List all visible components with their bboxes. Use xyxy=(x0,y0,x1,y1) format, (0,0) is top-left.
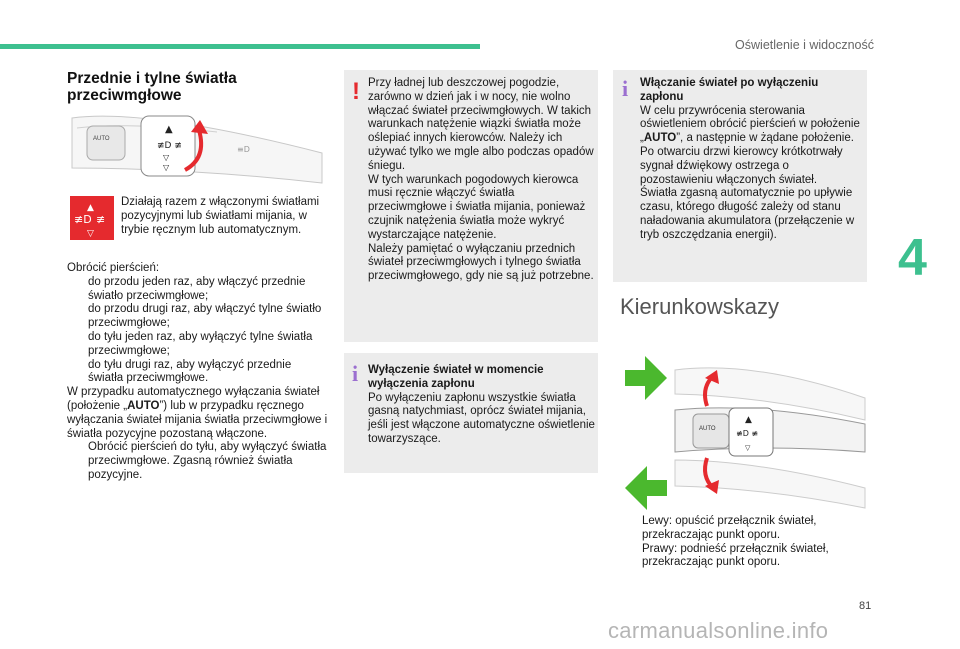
turn-signal-stalk-illustration xyxy=(615,348,868,510)
info-text-lights-after-ignition: Włączanie świateł po wyłączeniu zapłonu W celu przywrócenia sterowania oświetleniem obrócić pierścień w położenie „AUTO”, a następnie w żądane położenie. Po otwarciu drzwi kierowcy krótkotrwały sygnał dźwiękowy ostrzega o pozostawieniu włączonych świateł. Światła zgasną automatycznie po upływie czasu, którego długość zależy od stanu naładowania akumulatora (przełączenie w tryb oszczędzania energii). xyxy=(640,77,860,241)
svg-text:AUTO: AUTO xyxy=(93,136,110,142)
list-item: Prawy: podnieść przełącznik świateł, przekraczając punkt oporu. xyxy=(642,542,829,569)
list-item: Obrócić pierścień do tyłu, aby wyłączyć światła przeciwmgłowe. Zgasną również światła pozycyjne. xyxy=(88,441,327,481)
list-item: Lewy: opuścić przełącznik świateł, przekraczając punkt oporu. xyxy=(642,515,817,541)
chapter-number: 4 xyxy=(898,229,927,287)
fog-light-stalk-illustration xyxy=(67,108,327,188)
rotate-ring-label: Obrócić pierścień: xyxy=(67,262,160,274)
list-item: do tyłu drugi raz, aby wyłączyć przednie światła przeciwmgłowe. xyxy=(88,358,292,385)
header-accent-bar xyxy=(0,44,480,49)
svg-text:AUTO: AUTO xyxy=(699,426,716,432)
svg-text:≢D: ≢D xyxy=(74,213,92,226)
svg-text:≢D ≢: ≢D ≢ xyxy=(157,141,182,151)
section-header: Oświetlenie i widoczność xyxy=(735,38,874,52)
fog-instructions xyxy=(67,262,329,483)
info-icon: i xyxy=(622,76,629,101)
svg-text:≢D ≢: ≢D ≢ xyxy=(736,429,759,438)
svg-text:▲: ▲ xyxy=(165,124,173,135)
svg-text:▽: ▽ xyxy=(745,444,751,452)
fog-light-icon xyxy=(70,196,114,240)
fog-intro-text: Działają razem z włączonymi światłami pozycyjnymi lub światłami mijania, w trybie ręcznym lub automatycznym. xyxy=(121,196,320,236)
svg-text:▲: ▲ xyxy=(745,415,752,425)
page-number: 81 xyxy=(859,600,872,612)
turn-signal-instructions xyxy=(621,515,865,570)
turn-signals-title: Kierunkowskazy xyxy=(620,294,779,319)
svg-text:≢: ≢ xyxy=(96,213,106,226)
info-text-ignition-off: Wyłączenie świateł w momencie wyłączenia zapłonu Po wyłączeniu zapłonu wszystkie światła gasną natychmiast, oprócz świateł mijania, jeśli jest włączone automatyczne oświetlenie towarzyszące. xyxy=(368,364,595,445)
auto-mode-paragraph: W przypadku automatycznego wyłączania świateł (położenie „AUTO”) lub w przypadku ręcznego wyłączania świateł mijania światła przeciwmgłowe i światła pozycyjne pozostaną włączone. xyxy=(67,386,328,440)
info-icon: i xyxy=(352,361,359,386)
svg-text:≡D: ≡D xyxy=(237,145,250,154)
warning-icon: ! xyxy=(352,78,360,105)
list-item: do tyłu jeden raz, aby wyłączyć tylne światła przeciwmgłowe; xyxy=(88,330,313,357)
list-item: do przodu jeden raz, aby włączyć przednie światło przeciwmgłowe; xyxy=(88,275,306,302)
svg-text:▽: ▽ xyxy=(87,229,94,239)
svg-text:▽: ▽ xyxy=(163,153,170,162)
watermark: carmanualsonline.info xyxy=(608,618,829,643)
fog-lights-title: Przednie i tylne światła przeciwmgłowe xyxy=(67,70,237,104)
svg-text:▽: ▽ xyxy=(163,163,170,172)
svg-text:▲: ▲ xyxy=(87,203,94,213)
warning-text: Przy ładnej lub deszczowej pogodzie, zarówno w dzień jak i w nocy, nie wolno włączać świateł przeciwmgłowych. W takich warunkach natężenie wiązki światła może oślepiać innych kierowców. Należy ich używać tylko we mgle albo podczas opadów śniegu. W tych warunkach pogodowych kierowca musi ręcznie włączyć światła przeciwmgłowe i światła mijania, ponieważ czujnik natężenia światła może wykryć wystarczające natężenie. Należy pamiętać o wyłączaniu przednich świateł przeciwmgłowych i tylnego światła przeciwmgłowego, gdy nie są już potrzebne. xyxy=(368,77,594,283)
list-item: do przodu drugi raz, aby włączyć tylne światło przeciwmgłowe; xyxy=(88,303,322,330)
